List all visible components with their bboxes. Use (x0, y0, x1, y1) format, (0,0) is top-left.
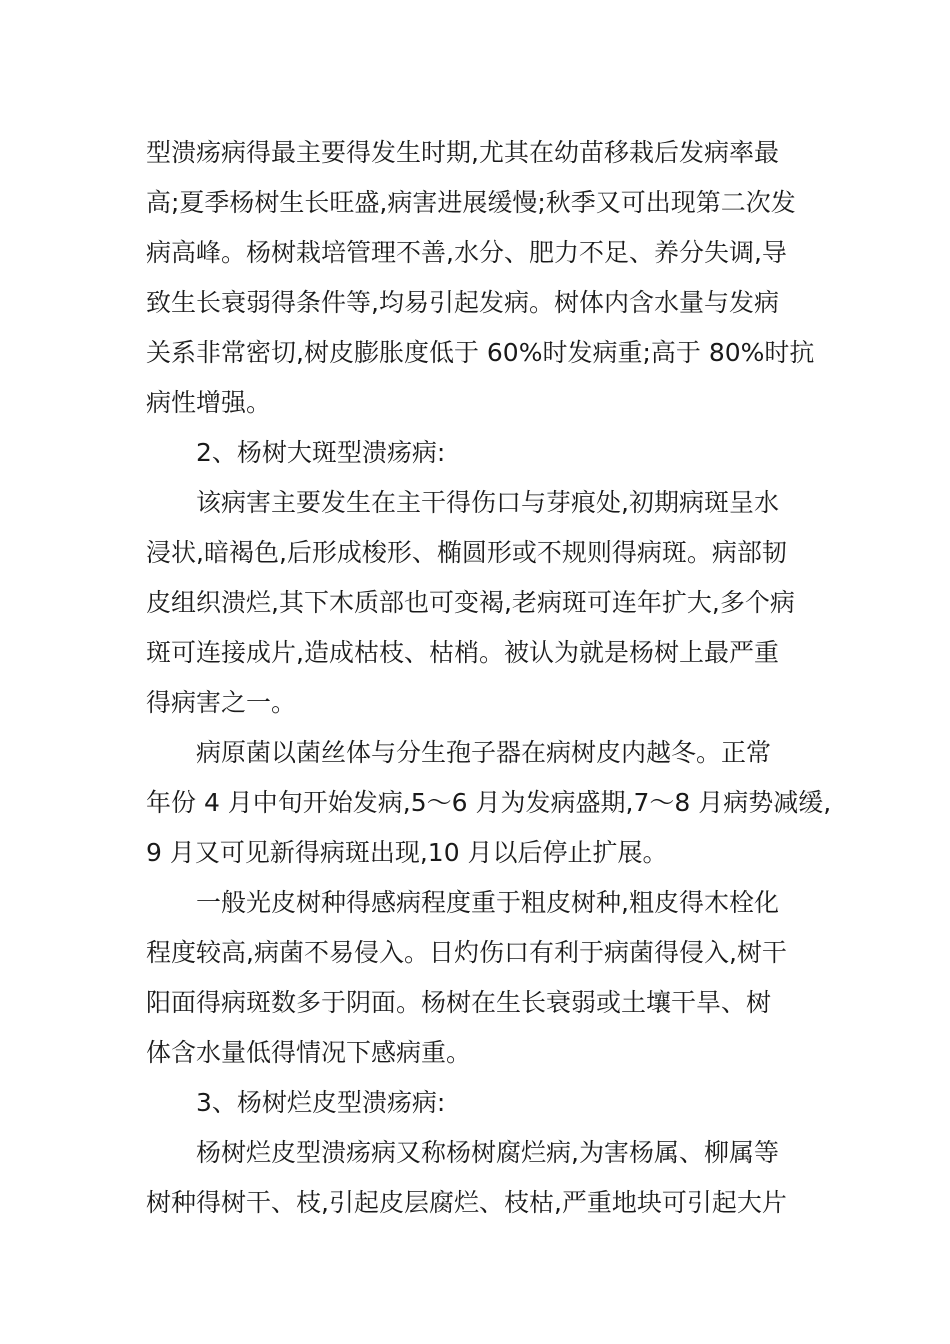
text-line: 病高峰。杨树栽培管理不善,水分、肥力不足、养分失调,导 (146, 238, 787, 267)
text-line: 体含水量低得情况下感病重。 (146, 1038, 472, 1067)
text-line: 该病害主要发生在主干得伤口与芽痕处,初期病斑呈水 (196, 488, 779, 517)
text-line: 年份 4 月中旬开始发病,5～6 月为发病盛期,7～8 月病势减缓, (146, 788, 832, 817)
text-line: 皮组织溃烂,其下木质部也可变褐,老病斑可连年扩大,多个病 (146, 588, 795, 617)
text-line: 关系非常密切,树皮膨胀度低于 60%时发病重;高于 80%时抗 (146, 338, 815, 367)
text-line: 阳面得病斑数多于阴面。杨树在生长衰弱或土壤干旱、树 (146, 988, 772, 1017)
text-line: 一般光皮树种得感病程度重于粗皮树种,粗皮得木栓化 (196, 888, 779, 917)
text-line: 9 月又可见新得病斑出现,10 月以后停止扩展。 (146, 838, 668, 867)
text-line: 病性增强。 (146, 388, 272, 417)
text-line: 斑可连接成片,造成枯枝、枯梢。被认为就是杨树上最严重 (146, 638, 779, 667)
text-line: 高;夏季杨树生长旺盛,病害进展缓慢;秋季又可出现第二次发 (146, 188, 796, 217)
text-line: 病原菌以菌丝体与分生孢子器在病树皮内越冬。正常 (196, 738, 772, 767)
text-line: 型溃疡病得最主要得发生时期,尤其在幼苗移栽后发病率最 (146, 138, 779, 167)
section-heading: 2、杨树大斑型溃疡病: (196, 438, 446, 467)
text-line: 得病害之一。 (146, 688, 297, 717)
text-line: 浸状,暗褐色,后形成梭形、椭圆形或不规则得病斑。病部韧 (146, 538, 787, 567)
document-body (146, 128, 832, 1228)
text-line: 致生长衰弱得条件等,均易引起发病。树体内含水量与发病 (146, 288, 779, 317)
section-heading: 3、杨树烂皮型溃疡病: (196, 1088, 446, 1117)
text-line: 树种得树干、枝,引起皮层腐烂、枝枯,严重地块可引起大片 (146, 1188, 787, 1217)
text-line: 杨树烂皮型溃疡病又称杨树腐烂病,为害杨属、柳属等 (196, 1138, 779, 1167)
text-line: 程度较高,病菌不易侵入。日灼伤口有利于病菌得侵入,树干 (146, 938, 787, 967)
